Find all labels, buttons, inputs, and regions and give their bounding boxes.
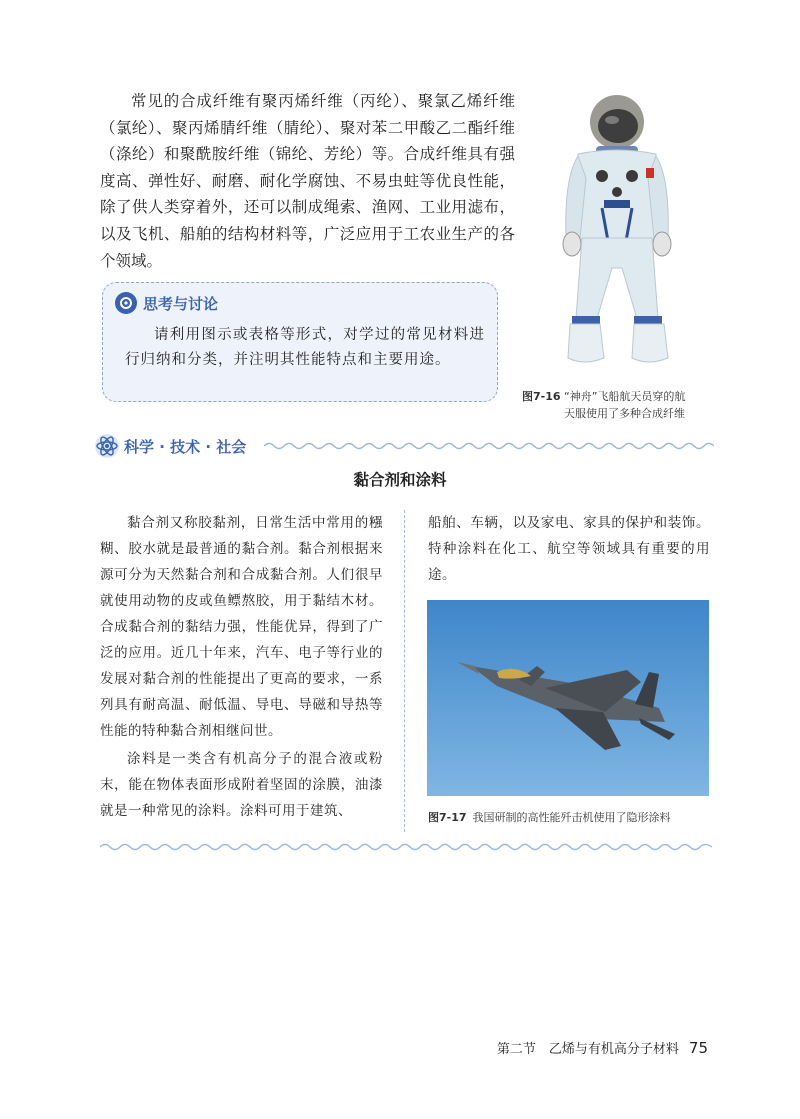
figure-number: 图7-17 xyxy=(428,811,467,824)
page-footer xyxy=(0,1038,708,1057)
sts-section-header xyxy=(94,433,714,461)
column-divider xyxy=(404,510,405,832)
figure-7-16-caption xyxy=(522,388,732,422)
figure-7-17-caption xyxy=(428,809,718,825)
article-paragraph: 黏合剂又称胶黏剂，日常生活中常用的糨糊、胶水就是最普通的黏合剂。黏合剂根据来源可分为天然黏合剂和合成黏合剂。人们很早就使用动物的皮或鱼鳔熬胶，用于黏结木材。合成黏合剂的黏结力强，性能优异，得到了广泛的应用。近几十年来，汽车、电子等行业的发展对黏合剂的性能提出了更高的要求，一系列具有耐高温、耐低温、导电、导磁和导热等性能的特种黏合剂相继问世。 xyxy=(100,515,383,739)
footer-section-title: 第二节 乙烯与有机高分子材料 xyxy=(496,1042,679,1057)
article-right-column: 船舶、车辆，以及家电、家具的保护和装饰。特种涂料在化工、航空等领域具有重要的用途。 xyxy=(428,515,710,583)
caption-line-1: “神舟”飞船航天员穿的航 xyxy=(564,390,686,403)
caption-line-2: 天服使用了多种合成纤维 xyxy=(564,407,685,420)
atom-icon xyxy=(94,433,120,459)
stealth-fighter-jet-photo xyxy=(427,600,709,796)
astronaut-spacesuit-photo xyxy=(542,88,692,374)
caption-text: 我国研制的高性能歼击机使用了隐形涂料 xyxy=(472,811,671,824)
sts-title: 科学 · 技术 · 社会 xyxy=(124,438,247,456)
page-number: 75 xyxy=(688,1039,708,1057)
wave-divider xyxy=(264,439,714,453)
article-paragraph: 涂料是一类含有机高分子的混合液或粉末，能在物体表面形成附着坚固的涂膜，油漆就是一种常见的涂料。涂料可用于建筑、 xyxy=(100,751,383,819)
bottom-wave-divider xyxy=(100,840,712,854)
discussion-icon xyxy=(115,292,137,314)
article-left-column xyxy=(100,510,383,824)
discussion-body: 请利用图示或表格等形式，对学过的常见材料进行归纳和分类，并注明其性能特点和主要用途。 xyxy=(125,327,485,368)
discussion-header xyxy=(115,291,218,315)
article-title: 黏合剂和涂料 xyxy=(353,471,447,489)
discussion-box xyxy=(102,282,498,402)
intro-paragraph: 常见的合成纤维有聚丙烯纤维（丙纶）、聚氯乙烯纤维（氯纶）、聚丙烯腈纤维（腈纶）、聚对苯二甲酸乙二酯纤维（涤纶）和聚酰胺纤维（锦纶、芳纶）等。合成纤维具有强度高、弹性好、耐磨、耐化学腐蚀、不易虫蛀等优良性能，除了供人类穿着外，还可以制成绳索、渔网、工业用滤布，以及飞机、船舶的结构材料等，广泛应用于工农业生产的各个领域。 xyxy=(100,92,515,270)
discussion-title: 思考与讨论 xyxy=(143,294,219,313)
figure-number: 图7-16 xyxy=(522,390,561,403)
